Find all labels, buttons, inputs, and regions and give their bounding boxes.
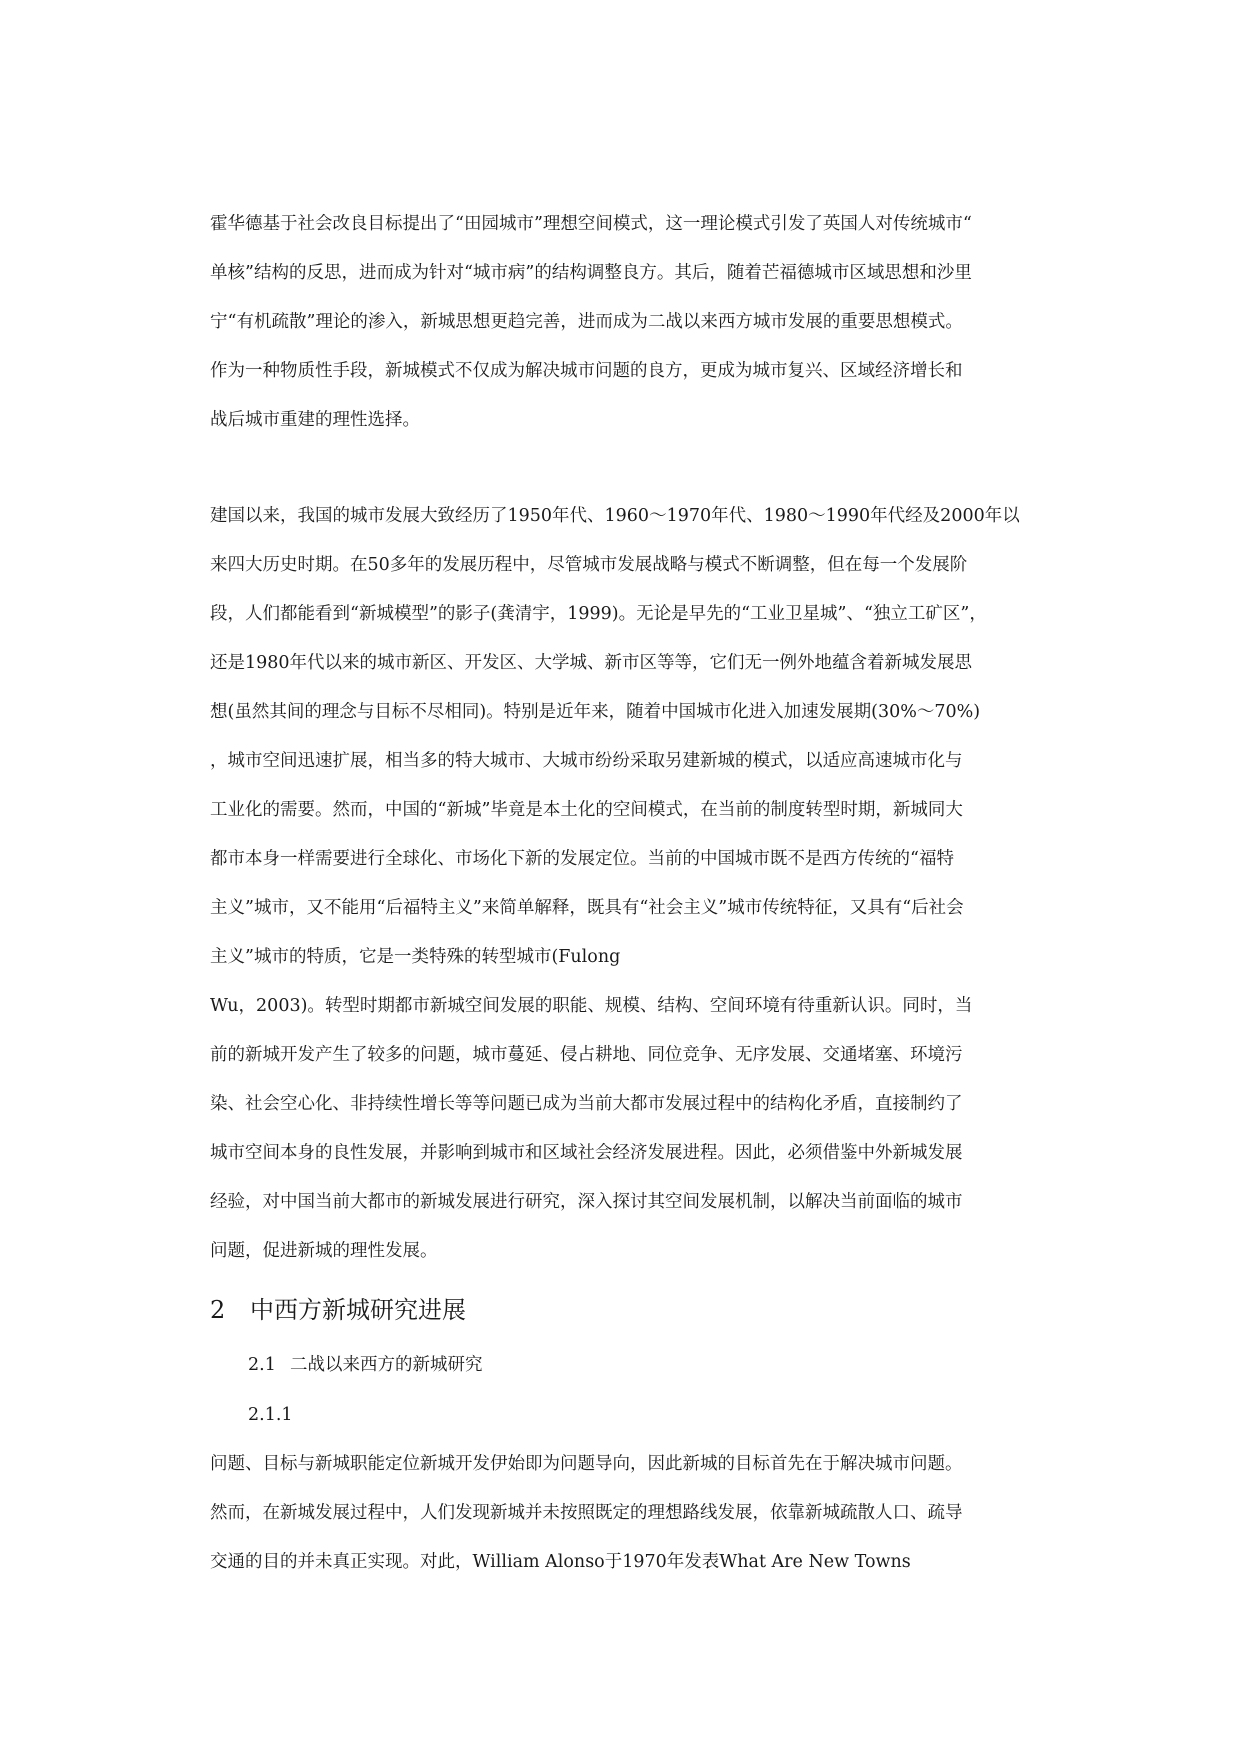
text-line: 想(虽然其间的理念与目标不尽相同)。特别是近年来，随着中国城市化进入加速发展期(30%～70%) — [210, 702, 981, 722]
section-title: 中西方新城研究进展 — [250, 1296, 466, 1324]
text-line: 霍华德基于社会改良目标提出了“田园城市”理想空间模式，这一理论模式引发了英国人对传统城市“ — [210, 214, 972, 234]
text-line: 都市本身一样需要进行全球化、市场化下新的发展定位。当前的中国城市既不是西方传统的“福特 — [210, 849, 954, 869]
text-line: 战后城市重建的理性选择。 — [210, 410, 420, 430]
subsubsection-number: 2.1.1 — [248, 1405, 293, 1425]
text-line: 作为一种物质性手段，新城模式不仅成为解决城市问题的良方，更成为城市复兴、区域经济增长和 — [210, 361, 963, 381]
subsection-heading — [248, 1340, 1025, 1390]
text-line: 经验，对中国当前大都市的新城发展进行研究，深入探讨其空间发展机制，以解决当前面临的城市 — [210, 1192, 963, 1212]
text-line: 宁“有机疏散”理论的渗入，新城思想更趋完善，进而成为二战以来西方城市发展的重要思想模式。 — [210, 312, 963, 332]
text-line: 主义”城市，又不能用“后福特主义”来简单解释，既具有“社会主义”城市传统特征，又具有“后社会 — [210, 898, 964, 918]
text-line: 还是1980年代以来的城市新区、开发区、大学城、新市区等等，它们无一例外地蕴含着新城发展思 — [210, 653, 973, 673]
text-line: 问题，促进新城的理性发展。 — [210, 1241, 438, 1261]
subsection-number: 2.1 — [248, 1355, 276, 1375]
text-line: 前的新城开发产生了较多的问题，城市蔓延、侵占耕地、同位竞争、无序发展、交通堵塞、环境污 — [210, 1045, 963, 1065]
section-number: 2 — [210, 1296, 226, 1324]
paragraph-garden-city — [210, 200, 1025, 445]
text-line: 单核”结构的反思，进而成为针对“城市病”的结构调整良方。其后，随着芒福德城市区域思想和沙里 — [210, 263, 972, 283]
text-line: 交通的目的并未真正实现。对此，William Alonso于1970年发表What Are New Towns — [210, 1552, 911, 1572]
text-line: 染、社会空心化、非持续性增长等等问题已成为当前大都市发展过程中的结构化矛盾，直接制约了 — [210, 1094, 963, 1114]
text-line: 工业化的需要。然而，中国的“新城”毕竟是本土化的空间模式，在当前的制度转型时期，新城同大 — [210, 800, 963, 820]
text-line: 建国以来，我国的城市发展大致经历了1950年代、1960～1970年代、1980～1990年代经及2000年以 — [210, 506, 1020, 526]
section-heading — [210, 1282, 1025, 1338]
document-page — [210, 200, 1025, 1587]
paragraph-china-urban-development — [210, 492, 1025, 1276]
text-line: ，城市空间迅速扩展，相当多的特大城市、大城市纷纷采取另建新城的模式，以适应高速城市化与 — [210, 751, 963, 771]
text-line: Wu，2003)。转型时期都市新城空间发展的职能、规模、结构、空间环境有待重新认识。同时，当 — [210, 996, 973, 1016]
text-line: 来四大历史时期。在50多年的发展历程中，尽管城市发展战略与模式不断调整，但在每一个发展阶 — [210, 555, 968, 575]
text-line: 段，人们都能看到“新城模型”的影子(龚清宇，1999)。无论是早先的“工业卫星城”、“独立工矿区”， — [210, 604, 987, 624]
text-line: 问题、目标与新城职能定位新城开发伊始即为问题导向，因此新城的目标首先在于解决城市问题。 — [210, 1454, 963, 1474]
subsection-title: 二战以来西方的新城研究 — [290, 1355, 483, 1375]
text-line: 主义”城市的特质，它是一类特殊的转型城市(Fulong — [210, 947, 621, 967]
subsubsection-heading — [248, 1390, 1025, 1440]
paragraph-new-town-function — [210, 1440, 1025, 1587]
text-line: 然而，在新城发展过程中，人们发现新城并未按照既定的理想路线发展，依靠新城疏散人口、疏导 — [210, 1503, 963, 1523]
text-line: 城市空间本身的良性发展，并影响到城市和区域社会经济发展进程。因此，必须借鉴中外新城发展 — [210, 1143, 963, 1163]
